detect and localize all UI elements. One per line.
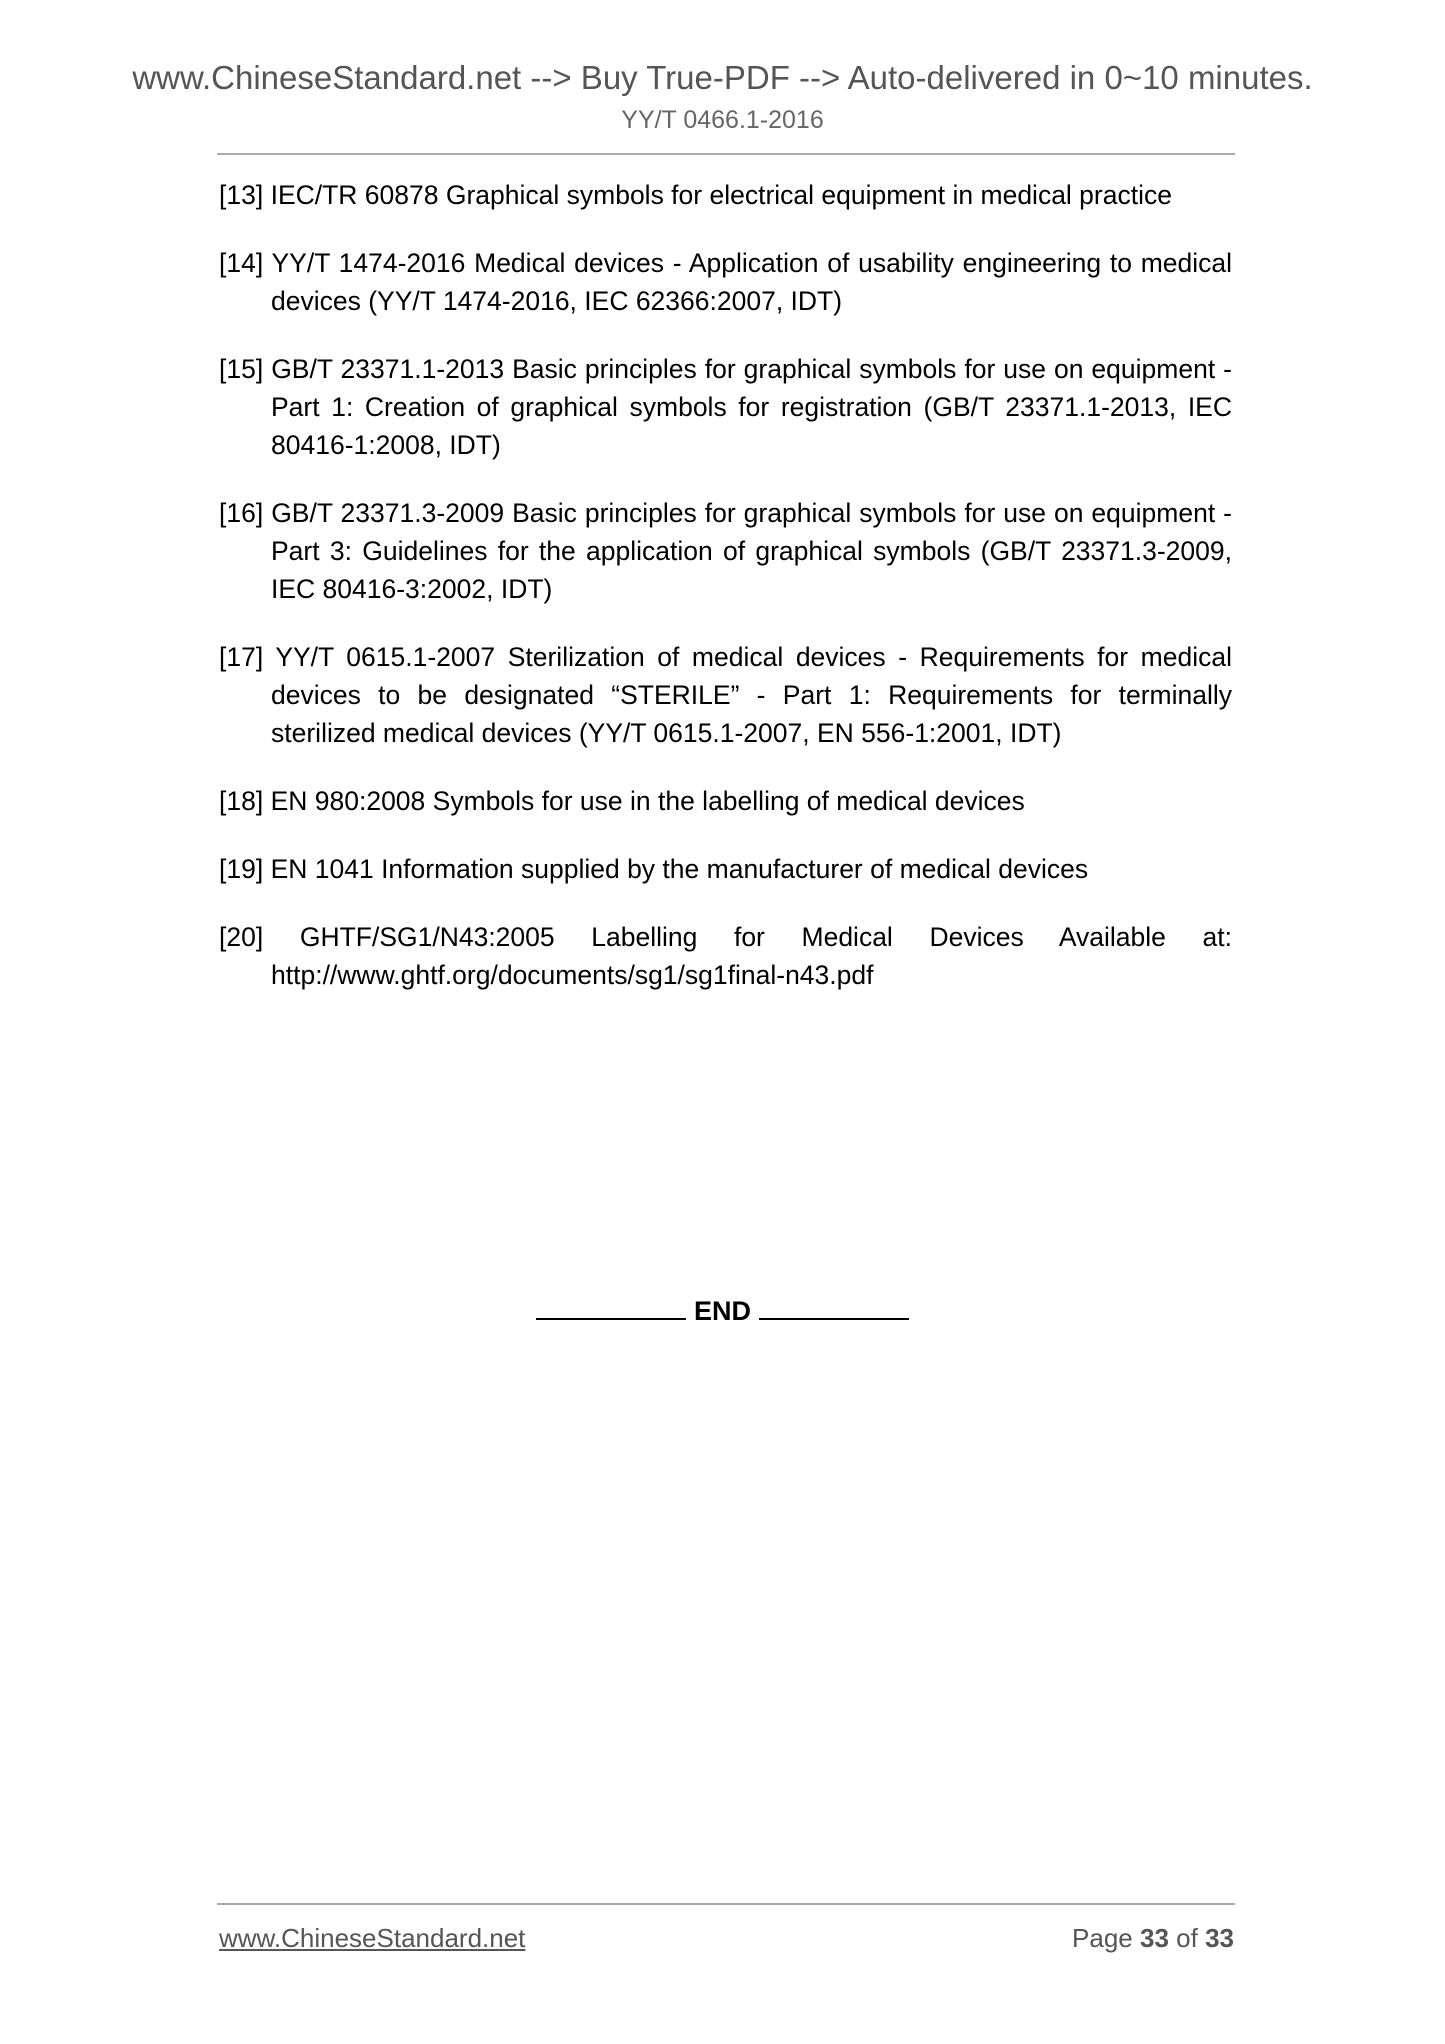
reference-text: YY/T 0615.1-2007 Sterilization of medical devices - Requirements for medical devices to be designated “STERILE” - Part 1: Requirements for terminally sterilized medical devices (YY/T 0615.1-2007, EN 556-1:2001, IDT): [271, 642, 1232, 748]
document-code: YY/T 0466.1-2016: [621, 106, 824, 134]
footer-divider: [217, 1903, 1235, 1905]
reference-text: YY/T 1474-2016 Medical devices - Application of usability engineering to medical devices (YY/T 1474-2016, IEC 62366:2007, IDT): [271, 248, 1233, 316]
end-marker: [0, 1292, 1445, 1329]
footer-website-link[interactable]: www.ChineseStandard.net: [219, 1923, 526, 1953]
header-divider: [217, 153, 1235, 155]
reference-number: [13]: [219, 180, 264, 210]
end-line-left: [536, 1292, 686, 1320]
header-banner: www.ChineseStandard.net --> Buy True-PDF --> Auto-delivered in 0~10 minutes.: [132, 59, 1313, 96]
reference-text: GB/T 23371.1-2013 Basic principles for graphical symbols for use on equipment - Part 1: Creation of graphical symbols for registration (GB/T 23371.1-2013, IEC 80416-1:2008, IDT): [271, 354, 1232, 460]
page-of: of: [1176, 1923, 1198, 1953]
reference-item-15: [219, 350, 1232, 464]
reference-item-13: [219, 176, 1232, 214]
reference-text: GB/T 23371.3-2009 Basic principles for graphical symbols for use on equipment - Part 3: Guidelines for the application of graphical symbols (GB/T 23371.3-2009, IEC 80416-3:2002, IDT): [271, 498, 1232, 604]
reference-text: GHTF/SG1/N43:2005 Labelling for Medical Devices Available at: http://www.ghtf.org/documents/sg1/sg1final-n43.pdf: [271, 922, 1232, 990]
page-prefix: Page: [1072, 1923, 1133, 1953]
page-total: 33: [1205, 1923, 1234, 1953]
reference-item-14: [219, 244, 1232, 320]
reference-item-20: [219, 918, 1232, 994]
reference-text: IEC/TR 60878 Graphical symbols for electrical equipment in medical practice: [270, 180, 1172, 210]
reference-number: [15]: [219, 354, 264, 384]
reference-list: [219, 176, 1232, 1024]
reference-number: [16]: [219, 498, 264, 528]
end-line-right: [759, 1292, 909, 1320]
page-indicator: [1072, 1920, 1234, 1956]
reference-number: [17]: [219, 642, 264, 672]
reference-number: [14]: [219, 248, 264, 278]
end-label: END: [693, 1296, 751, 1326]
reference-text: EN 980:2008 Symbols for use in the labelling of medical devices: [270, 786, 1025, 816]
reference-number: [18]: [219, 786, 264, 816]
reference-text: EN 1041 Information supplied by the manufacturer of medical devices: [270, 854, 1089, 884]
reference-item-18: [219, 782, 1232, 820]
reference-item-19: [219, 850, 1232, 888]
reference-number: [19]: [219, 854, 264, 884]
page-current: 33: [1140, 1923, 1169, 1953]
reference-item-16: [219, 494, 1232, 608]
reference-number: [20]: [219, 922, 264, 952]
reference-item-17: [219, 638, 1232, 752]
